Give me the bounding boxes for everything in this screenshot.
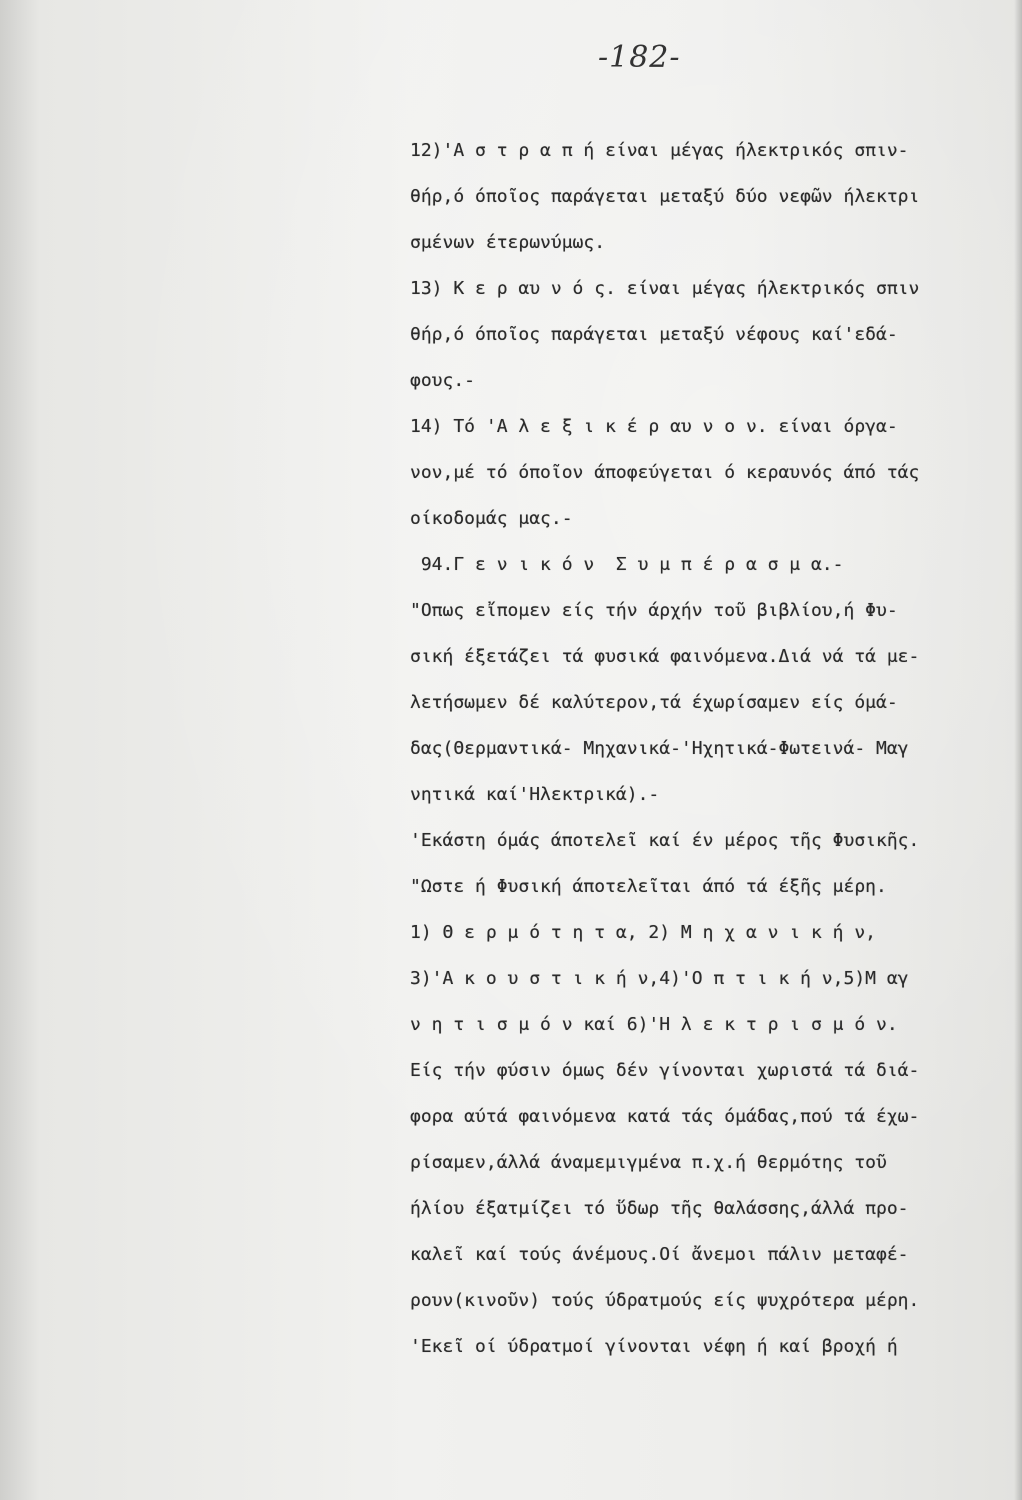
page-number: -182-: [598, 40, 681, 75]
text-line: 1) Θ ε ρ μ ό τ η τ α, 2) Μ η χ α ν ι κ ή ν,: [410, 922, 876, 943]
text-line: "Οπως εἴπομεν είς τήν άρχήν τοῦ βιβλίου,ή Φυ-: [410, 600, 898, 621]
text-line: θήρ,ό όποῖος παράγεται μεταξύ δύο νεφῶν ήλεκτρι: [410, 186, 920, 207]
text-line: 3)'Α κ ο υ σ τ ι κ ή ν,4)'Ο π τ ι κ ή ν,5)Μ αγ: [410, 968, 909, 989]
text-line: "Ωστε ή Φυσική άποτελεῖται άπό τά έξῆς μέρη.: [410, 876, 887, 897]
text-line: 12)'Α σ τ ρ α π ή είναι μέγας ήλεκτρικός σπιν-: [410, 140, 909, 161]
text-line: νητικά καί'Ηλεκτρικά).-: [410, 784, 660, 805]
text-line: ήλίου έξατμίζει τό ὕδωρ τῆς θαλάσσης,άλλά προ-: [410, 1198, 909, 1219]
text-line: ρουν(κινοῦν) τούς ύδρατμούς είς ψυχρότερα μέρη.: [410, 1290, 920, 1311]
text-line: νον,μέ τό όποῖον άποφεύγεται ό κεραυνός άπό τάς: [410, 462, 920, 483]
text-line: 13) Κ ε ρ αυ ν ό ς. είναι μέγας ήλεκτρικός σπιν: [410, 278, 920, 299]
text-line: θήρ,ό όποῖος παράγεται μεταξύ νέφους καί'εδά-: [410, 324, 898, 345]
text-line: καλεῖ καί τούς άνέμους.Οί ἄνεμοι πάλιν μεταφέ-: [410, 1244, 909, 1265]
scan-right-edge: [1014, 0, 1022, 1500]
text-line: ν η τ ι σ μ ό ν καί 6)'Η λ ε κ τ ρ ι σ μ ό ν.: [410, 1014, 898, 1035]
text-line: 'Εκάστη όμάς άποτελεῖ καί έν μέρος τῆς Φυσικῆς.: [410, 830, 920, 851]
text-line: 94.Γ ε ν ι κ ό ν Σ υ μ π έ ρ α σ μ α.-: [410, 554, 844, 575]
text-line: φους.-: [410, 370, 476, 391]
text-line: δας(Θερμαντικά- Μηχανικά-'Ηχητικά-Φωτεινά- Μαγ: [410, 738, 909, 759]
text-line: φορα αύτά φαινόμενα κατά τάς όμάδας,πού τά έχω-: [410, 1106, 920, 1127]
text-line: 14) Τό 'Α λ ε ξ ι κ έ ρ αυ ν ο ν. είναι όργα-: [410, 416, 898, 437]
scan-left-shadow: [0, 0, 40, 1500]
text-line: 'Εκεῖ οί ύδρατμοί γίνονται νέφη ή καί βροχή ή: [410, 1336, 898, 1357]
text-line: Είς τήν φύσιν όμως δέν γίνονται χωριστά τά διά-: [410, 1060, 920, 1081]
text-line: οίκοδομάς μας.-: [410, 508, 573, 529]
text-line: σμένων έτερωνύμως.: [410, 232, 606, 253]
text-line: λετήσωμεν δέ καλύτερον,τά έχωρίσαμεν είς όμά-: [410, 692, 898, 713]
text-line: ρίσαμεν,άλλά άναμεμιγμένα π.χ.ή θερμότης τοῦ: [410, 1152, 887, 1173]
text-line: σική έξετάζει τά φυσικά φαινόμενα.Διά νά τά με-: [410, 646, 920, 667]
typed-text-block: [410, 128, 1010, 1370]
